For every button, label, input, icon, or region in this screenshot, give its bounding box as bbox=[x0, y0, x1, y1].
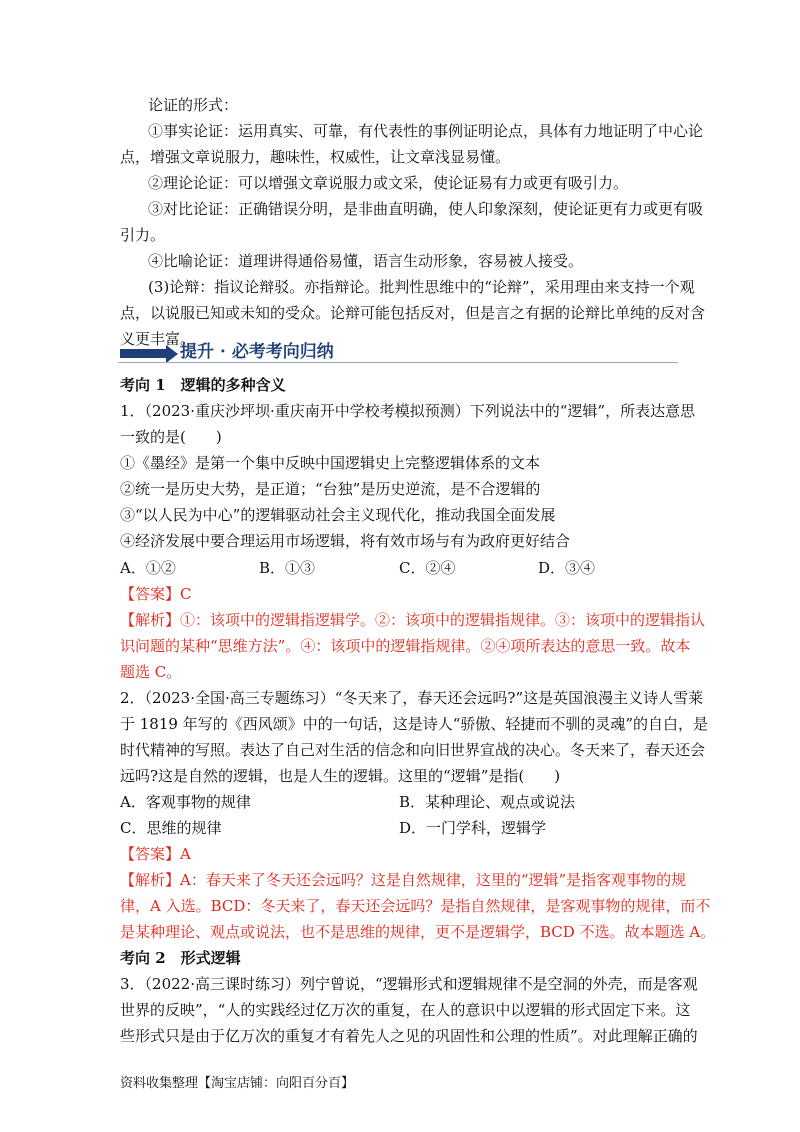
question-stem: 于 1819 年写的《西风颂》中的一句话，这是诗人“骄傲、轻捷而不驯的灵魂”的自白，是 bbox=[120, 715, 709, 733]
question-stem: 世界的反映”，“人的实践经过亿万次的重复，在人的意识中以逻辑的形式固定下来。这 bbox=[120, 1001, 691, 1019]
option-d: D．一门学科，逻辑学 bbox=[399, 819, 547, 837]
answer-label: 【答案】C bbox=[120, 585, 192, 603]
option-a: A．①② bbox=[120, 559, 176, 577]
analysis-line: 【解析】A：春天来了冬天还会远吗？这是自然规律，这里的“逻辑”是指客观事物的规 bbox=[120, 871, 687, 889]
banner-bar-decoration bbox=[120, 349, 166, 358]
question-stem: 一致的是( ) bbox=[120, 428, 222, 446]
analysis-line: 律，A 入选。BCD：冬天来了，春天还会远吗？是指自然规律，是客观事物的规律，而不 bbox=[120, 897, 711, 915]
intro-line: 义更丰富。 bbox=[120, 330, 196, 348]
intro-line: ①事实论证：运用真实、可靠，有代表性的事例证明论点，具体有力地证明了中心论 bbox=[148, 122, 704, 140]
section-banner bbox=[118, 340, 678, 364]
section-heading: 考向 1 逻辑的多种含义 bbox=[120, 376, 286, 394]
question-stem: 3．（2022·高三课时练习）列宁曾说，“逻辑形式和逻辑规律不是空洞的外壳，而是客观 bbox=[120, 975, 698, 993]
analysis-line: 题选 C。 bbox=[120, 663, 182, 681]
option-c: C．②④ bbox=[399, 559, 456, 577]
banner-divider bbox=[118, 362, 678, 363]
option-c: C．思维的规律 bbox=[120, 819, 222, 837]
question-statement: ③“以人民为中心”的逻辑驱动社会主义现代化，推动我国全面发展 bbox=[120, 506, 556, 524]
option-b: B．①③ bbox=[259, 559, 316, 577]
option-b: B．某种理论、观点或说法 bbox=[399, 793, 576, 811]
section-heading: 考向 2 形式逻辑 bbox=[120, 949, 241, 967]
analysis-line: 识问题的某种“思维方法”。④：该项中的逻辑指规律。②④项所表达的意思一致。故本 bbox=[120, 637, 691, 655]
intro-line: 点，以说服已知或未知的受众。论辩可能包括反对，但是言之有据的论辩比单纯的反对含 bbox=[120, 304, 706, 322]
intro-line: ④比喻论证：道理讲得通俗易懂，语言生动形象，容易被人接受。 bbox=[148, 252, 584, 270]
intro-line: 点，增强文章说服力，趣味性，权威性，让文章浅显易懂。 bbox=[120, 148, 511, 166]
intro-line: ③对比论证：正确错误分明，是非曲直明确，使人印象深刻，使论证更有力或更有吸 bbox=[148, 200, 704, 218]
question-stem: 远吗?这是自然的逻辑，也是人生的逻辑。这里的“逻辑”是指( ) bbox=[120, 767, 561, 785]
intro-line: 论证的形式： bbox=[148, 96, 239, 114]
option-d: D．③④ bbox=[538, 559, 596, 577]
intro-line: (3)论辩：指议论辩驳。亦指辩论。批判性思维中的“论辩”，采用理由来支持一个观 bbox=[148, 278, 695, 296]
question-stem: 些形式只是由于亿万次的重复才有着先人之见的巩固性和公理的性质”。对此理解正确的 bbox=[120, 1027, 698, 1045]
question-stem: 时代精神的写照。表达了自己对生活的信念和向旧世界宣战的决心。冬天来了，春天还会 bbox=[120, 741, 706, 759]
analysis-line: 是某种理论、观点或说法，也不是思维的规律，更不是逻辑学，BCD 不选。故本题选 A。 bbox=[120, 923, 716, 941]
question-statement: ④经济发展中要合理运用市场逻辑，将有效市场与有为政府更好结合 bbox=[120, 532, 571, 550]
question-stem: 1．（2023·重庆沙坪坝·重庆南开中学校考模拟预测）下列说法中的“逻辑”，所表达意思 bbox=[120, 402, 696, 420]
question-statement: ①《墨经》是第一个集中反映中国逻辑史上完整逻辑体系的文本 bbox=[120, 454, 541, 472]
page-footer: 资料收集整理【淘宝店铺：向阳百分百】 bbox=[120, 1076, 355, 1091]
banner-title: 提升 · 必考考向归纳 bbox=[180, 342, 334, 362]
intro-line: 引力。 bbox=[120, 226, 166, 244]
option-a: A．客观事物的规律 bbox=[120, 793, 251, 811]
banner-arrow-icon bbox=[166, 345, 178, 363]
question-stem: 2．（2023·全国·高三专题练习）“冬天来了，春天还会远吗?”这是英国浪漫主义诗人雪莱 bbox=[120, 689, 704, 707]
analysis-line: 【解析】①：该项中的逻辑指逻辑学。②：该项中的逻辑指规律。③：该项中的逻辑指认 bbox=[120, 611, 706, 629]
question-statement: ②统一是历史大势，是正道；“台独”是历史逆流，是不合逻辑的 bbox=[120, 480, 541, 498]
intro-line: ②理论论证：可以增强文章说服力或文采，使论证易有力或更有吸引力。 bbox=[148, 174, 629, 192]
answer-label: 【答案】A bbox=[120, 845, 191, 863]
